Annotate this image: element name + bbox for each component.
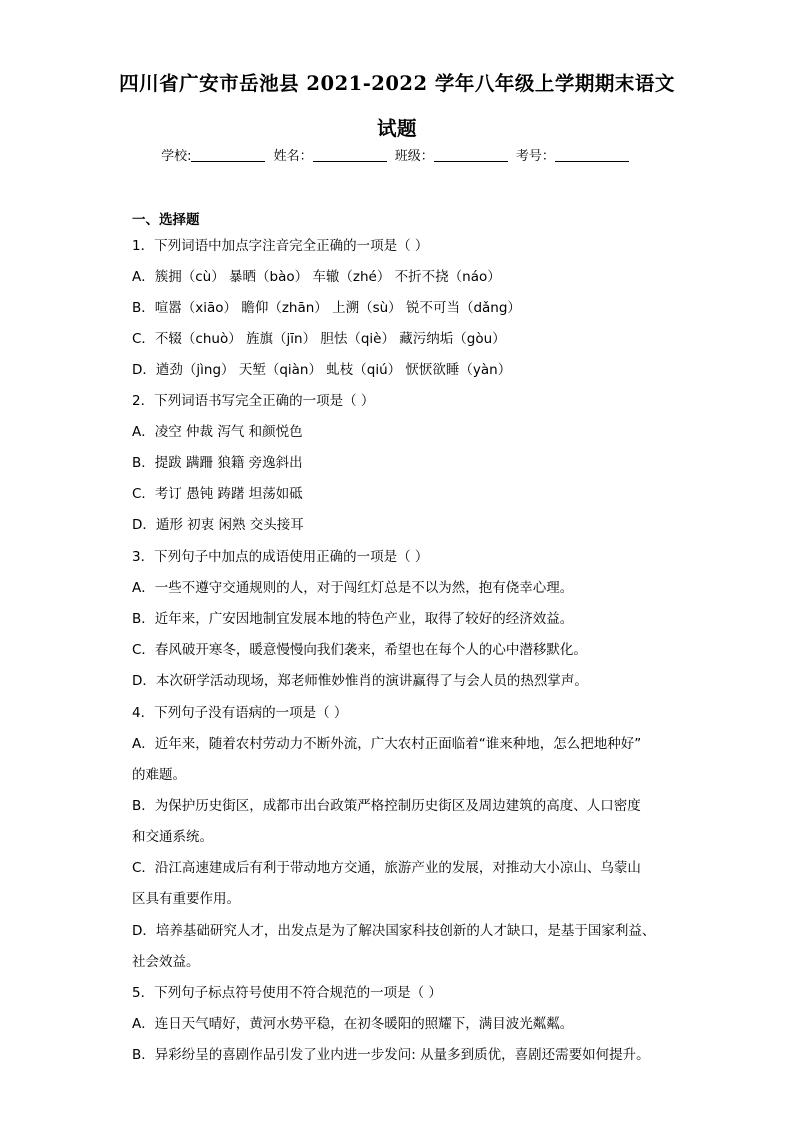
q3-option-a: A．一些不遵守交通规则的人，对于闯红灯总是不以为然，抱有侥幸心理。 <box>132 580 574 596</box>
q4-option-d-cont: 社会效益。 <box>132 954 200 970</box>
q4-option-c-cont: 区具有重要作用。 <box>132 891 240 907</box>
exam-title-line-1: 四川省广安市岳池县 2021-2022 学年八年级上学期期末语文 <box>119 72 675 95</box>
q4-option-b-cont: 和交通系统。 <box>132 829 213 845</box>
q1-option-a: A．簇拥（cù） 暴晒（bào） 车辙（zhé） 不折不挠（náo） <box>132 269 501 285</box>
student-info-row <box>0 145 794 164</box>
class-label: 班级： <box>394 149 434 164</box>
number-label: 考号： <box>515 149 555 164</box>
q1-option-b: B．喧嚣（xiāo） 瞻仰（zhān） 上溯（sù） 锐不可当（dǎng） <box>132 300 521 316</box>
exam-title-line-2: 试题 <box>376 117 417 140</box>
number-blank <box>555 161 629 162</box>
section-heading: 一、选择题 <box>132 212 200 228</box>
name-label: 姓名： <box>273 149 313 164</box>
school-blank <box>191 161 265 162</box>
q5-option-b: B．异彩纷呈的喜剧作品引发了业内进一步发问: 从量多到质优，喜剧还需要如何提升。 <box>132 1047 650 1063</box>
name-blank <box>313 161 387 162</box>
q4-stem: 4．下列句子没有语病的一项是（ ） <box>132 705 348 721</box>
q2-option-b: B．提跋 蹒跚 狼籍 旁逸斜出 <box>132 455 303 471</box>
q3-option-c: C．春风破开寒冬，暖意慢慢向我们袭来，希望也在每个人的心中潜移默化。 <box>132 642 587 658</box>
q4-option-a-cont: 的难题。 <box>132 767 186 783</box>
q5-option-a: A．连日天气晴好，黄河水势平稳，在初冬暖阳的照耀下，满目波光粼粼。 <box>132 1016 574 1032</box>
q4-option-a: A．近年来，随着农村劳动力不断外流，广大农村正面临着“谁来种地，怎么把地种好” <box>132 736 642 752</box>
q4-option-b: B．为保护历史街区，成都市出台政策严格控制历史街区及周边建筑的高度、人口密度 <box>132 798 641 814</box>
q2-option-a: A．凌空 仲裁 泻气 和颜悦色 <box>132 424 303 440</box>
q2-option-d: D．遁形 初衷 闲熟 交头接耳 <box>132 517 304 533</box>
class-blank <box>434 161 508 162</box>
q1-option-d: D．遒劲（jìng） 天堑（qiàn） 虬枝（qiú） 恹恹欲睡（yàn） <box>132 362 512 378</box>
q5-stem: 5．下列句子标点符号使用不符合规范的一项是（ ） <box>132 985 442 1001</box>
q1-option-c: C．不辍（chuò） 旌旗（jīn） 胆怯（qiè） 藏污纳垢（gòu） <box>132 331 506 347</box>
q3-option-d: D．本次研学活动现场，郑老师惟妙惟肖的演讲赢得了与会人员的热烈掌声。 <box>132 673 588 689</box>
q3-option-b: B．近年来，广安因地制宜发展本地的特色产业，取得了较好的经济效益。 <box>132 611 574 627</box>
q1-stem: 1．下列词语中加点字注音完全正确的一项是（ ） <box>132 238 429 254</box>
q3-stem: 3．下列句子中加点的成语使用正确的一项是（ ） <box>132 549 429 565</box>
school-label: 学校: <box>161 149 192 164</box>
q2-stem: 2．下列词语书写完全正确的一项是（ ） <box>132 393 375 409</box>
q4-option-c: C．沿江高速建成后有利于带动地方交通，旅游产业的发展，对推动大小凉山、乌蒙山 <box>132 860 641 876</box>
q2-option-c: C．考订 愚钝 踌躇 坦荡如砥 <box>132 486 303 502</box>
q4-option-d: D．培养基础研究人才，出发点是为了解决国家科技创新的人才缺口，是基于国家利益、 <box>132 923 656 939</box>
